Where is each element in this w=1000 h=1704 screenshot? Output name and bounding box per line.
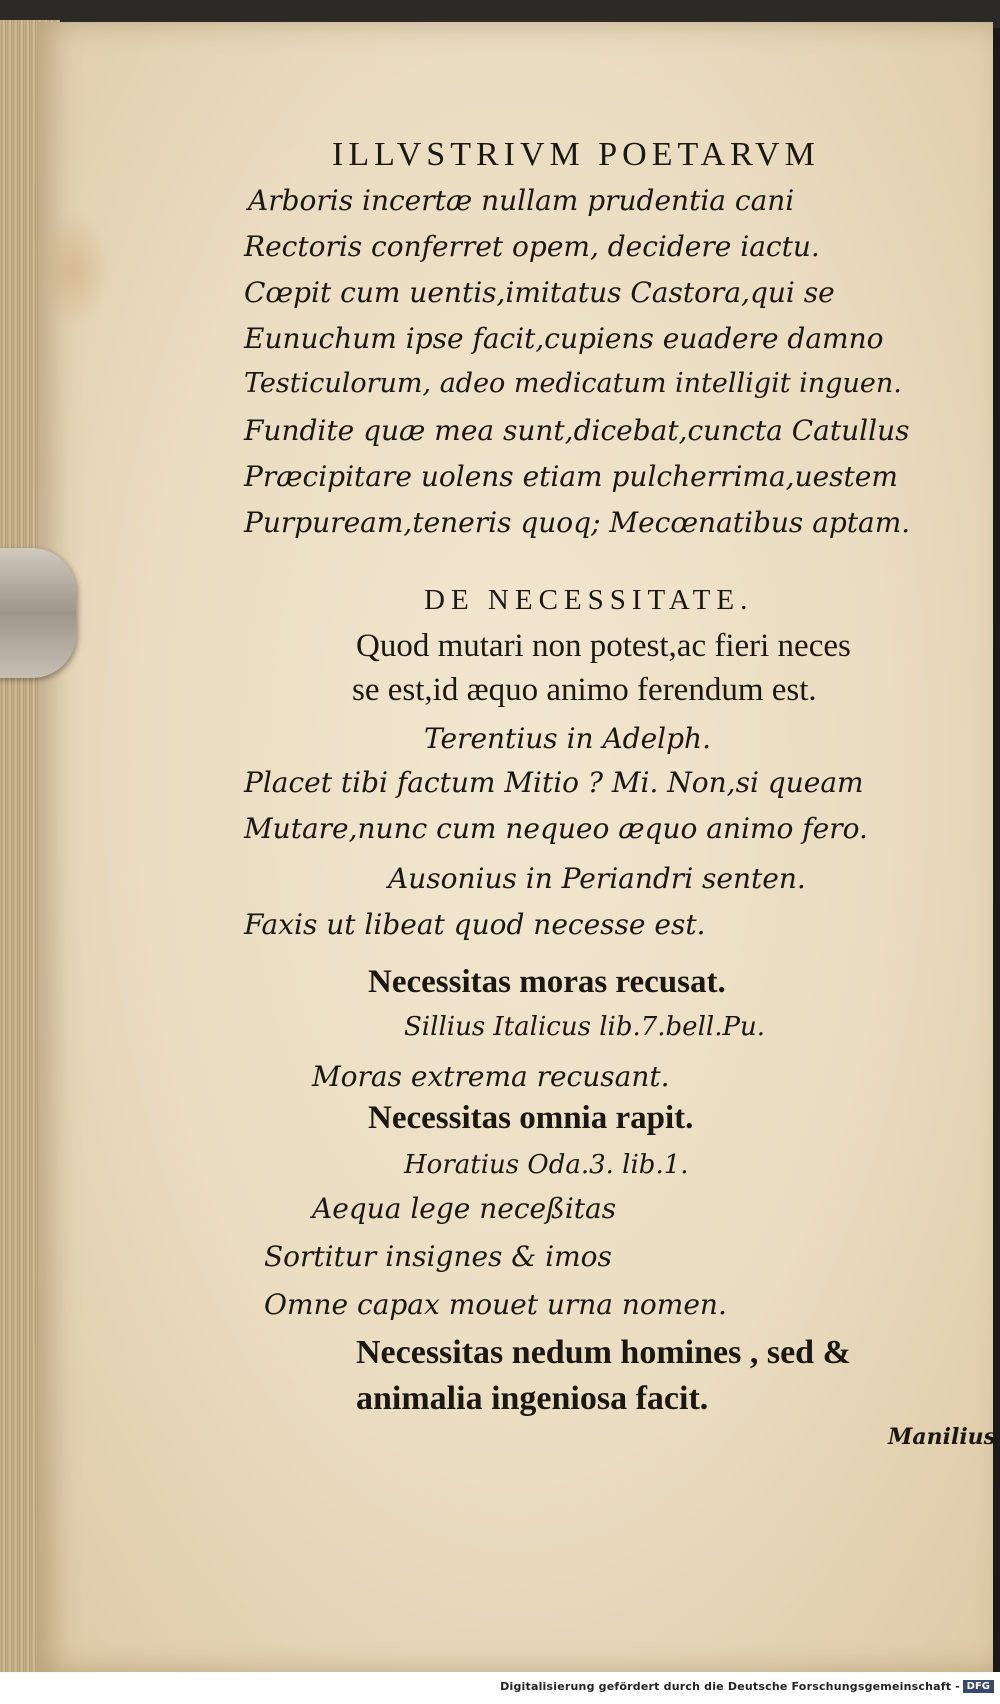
quote-4-line-1: Aequa lege neceßitas bbox=[312, 1192, 617, 1225]
quote-1-line-1: Placet tibi factum Mitio ? Mi. Non,si queam bbox=[244, 766, 864, 799]
poem-line-5: Testiculorum, adeo medicatum intelligit inguen. bbox=[244, 368, 902, 399]
maxim-1-line-1: Quod mutari non potest,ac fieri neces bbox=[356, 628, 851, 664]
maxim-4-line-2: animalia ingeniosa facit. bbox=[356, 1380, 709, 1417]
page-clip bbox=[0, 548, 76, 678]
quote-3: Moras extrema recusant. bbox=[312, 1060, 670, 1093]
digitization-credit: Digitalisierung gefördert durch die Deutsche Forschungsgemeinschaft - bbox=[500, 1680, 960, 1693]
quote-1-line-2: Mutare,nunc cum nequeo æquo animo fero. bbox=[244, 812, 868, 845]
maxim-2: Necessitas moras recusat. bbox=[368, 964, 726, 1000]
source-ausonius: Ausonius in Periandri senten. bbox=[388, 862, 806, 895]
source-sillius: Sillius Italicus lib.7.bell.Pu. bbox=[404, 1012, 765, 1042]
maxim-1-line-2: se est,id æquo animo ferendum est. bbox=[352, 672, 817, 708]
quote-2: Faxis ut libeat quod necesse est. bbox=[244, 908, 706, 941]
poem-line-1: Arboris incertæ nullam prudentia cani bbox=[248, 184, 795, 217]
running-title: ILLVSTRIVM POETARVM bbox=[332, 136, 820, 173]
dfg-logo: DFG bbox=[963, 1680, 994, 1693]
poem-line-3: Cœpit cum uentis,imitatus Castora,qui se bbox=[244, 276, 835, 309]
maxim-3: Necessitas omnia rapit. bbox=[368, 1100, 694, 1136]
poem-line-2: Rectoris conferret opem, decidere iactu. bbox=[244, 230, 820, 263]
section-heading: DE NECESSITATE. bbox=[424, 584, 754, 616]
quote-4-line-2: Sortitur insignes & imos bbox=[264, 1240, 612, 1273]
source-horatius: Horatius Oda.3. lib.1. bbox=[404, 1150, 689, 1180]
catchword: Manilius bbox=[888, 1424, 997, 1450]
poem-line-4: Eunuchum ipse facit,cupiens euadere damno bbox=[244, 322, 884, 355]
poem-line-7: Præcipitare uolens etiam pulcherrima,uestem bbox=[244, 460, 898, 493]
poem-line-8: Purpuream,teneris quoq; Mecœnatibus aptam. bbox=[244, 506, 911, 539]
source-terentius: Terentius in Adelph. bbox=[424, 722, 711, 755]
book-page bbox=[38, 22, 993, 1672]
poem-line-6: Fundite quæ mea sunt,dicebat,cuncta Catullus bbox=[244, 414, 910, 447]
maxim-4-line-1: Necessitas nedum homines , sed & bbox=[356, 1334, 851, 1371]
paper-stain bbox=[40, 210, 110, 330]
quote-4-line-3: Omne capax mouet urna nomen. bbox=[264, 1288, 727, 1321]
